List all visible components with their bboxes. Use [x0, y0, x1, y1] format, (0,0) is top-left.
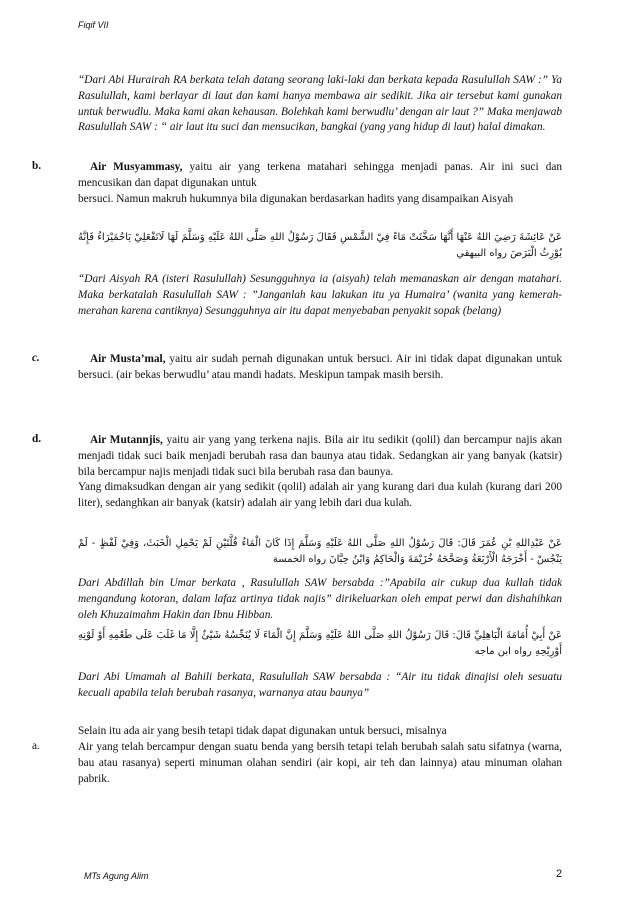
page-header: Fiqif VII — [78, 20, 109, 30]
term-mustamal: Air Musta’mal, — [90, 353, 166, 365]
term-mutanajjis: Air Mutannjis, — [90, 434, 163, 446]
musyammasy-text: yaitu air yang terkena matahari sehingga menjadi panas. Air ini suci dan mencusikan dan dapat digunakan untuk — [78, 161, 562, 189]
mutanajjis-text: yaitu air yang yang terkena najis. Bila air itu sedikit (qolil) dan bercampur najis akan menjadi tidak suci baik menjadi berubah rasa dan baunya atau tidak. Sedangkan air yang banyak (katsir) bila bercampur najis menjadi tidak suci bila berubah rasa dan baunya. — [78, 434, 562, 478]
item-marker-c: c. — [32, 352, 40, 364]
term-musyammasy: Air Musyammasy, — [90, 161, 183, 173]
section-mustamal — [78, 352, 562, 384]
quote-hurairah: “Dari Abi Hurairah RA berkata telah datang seorang laki-laki dan berkata kepada Rasulullah SAW :” Ya Rasulullah, kami berlayar di laut dan kami hanya membawa air sedikit. Jika air tersebut kami gunakan untuk berwudlu. Maka kami akan kehausan. Bolehkah kami berwudlu’ dengan air laut ?” Maka menjawab Rasulullah SAW : “ air laut itu suci dan mensucikan, bangkai (yang yang hidup di laut) halal dimakan. — [78, 74, 562, 134]
item-marker-b: b. — [32, 160, 42, 172]
closing-intro: Selain itu ada air yang besih tetapi tidak dapat digunakan untuk bersuci, misalnya — [78, 725, 447, 737]
mutanajjis-text-2: Yang dimaksudkan dengan air yang sedikit (qolil) adalah air yang kurang dari dua kulah (kurang dari 200 liter), sedanghkan air banyak (katsir) adalah air yang lebih dari dua kulah. — [78, 481, 562, 510]
item-marker-d: d. — [32, 433, 42, 445]
translation-aisyah: “Dari Aisyah RA (isteri Rasulullah) Sesungguhnya ia (aisyah) telah memanaskan air dengan matahari. Maka berkatalah Rasulullah SAW : ”Janganlah kau lakukan itu ya Humaira’ (wanita yang kemerah-merahan karena cantiknya) Sesungguhnya air itu dapat menyebaban penyakit sopak (belang) — [78, 273, 562, 317]
footer-school-name: MTs Agung Alim — [84, 871, 149, 881]
translation-abu-umamah: Dari Abi Umamah al Bahili berkata, Rasulullah SAW bersabda : “Air itu tidak dinajisi oleh sesuatu kecuali apabila telah berubah rasanya, warnanya atau baunya” — [78, 671, 562, 699]
section-mutanajjis — [78, 433, 562, 512]
musyammasy-text-2: bersuci. Namun makruh hukumnya bila digunakan berdasarkan hadits yang disampaikan Aisyah — [78, 192, 514, 205]
arabic-hadith-aisyah: عَنْ عَائِشَةَ رَضِيَ اللهُ عَنْهَا أَنَّهَا سَخَّنَتْ مَاءً فِيْ الشَّمْسِ فَقَالَ رَسُوْلُ اللهِ صَلَّى اللهُ عَلَيْهِ وَسَلَّمَ لَهَا لَاتَفْعَلِيْ يَاحُمَيْرَاءُ فَإِنَّهُ يُوْرِثُ الْبَرَصَ رواه البيهقي — [78, 232, 562, 259]
mustamal-text: yaitu air sudah pernah digunakan untuk bersuci. Air ini tidak dapat digunakan untuk bersuci. (air bekas berwudlu’ atau mandi hadats. Meskipun tampak masih bersih. — [78, 353, 563, 381]
closing-item-a: Air yang telah bercampur dengan suatu benda yang bersih tetapi telah berubah salah satu sifatnya (warna, bau atau rasanya) seperti minuman olahan sendiri (air kopi, air teh dan lainnya) atau minuman olahan pabrik. — [78, 741, 562, 785]
arabic-hadith-abu-umamah: عَنْ أَبِيْ أُمَامَةَ الْبَاهِلِيِّ قَالَ: قَالَ رَسُوْلُ اللهِ صَلَّى اللهُ عَلَيْهِ وَسَلَّمَ إِنَّ الْمَاءَ لَا يُنَجِّسُهُ شَيْئٌ إِلَّا مَا غَلَبَ عَلَى طَعْمِهِ أَوْ لَوْنِهِ أَوْرِيْحِهِ رواه ابن ماجه — [78, 630, 562, 657]
page-number: 2 — [556, 868, 563, 880]
translation-ibnu-umar: Dari Abdillah bin Umar berkata , Rasulullah SAW bersabda :”Apabila air cukup dua kullah tidak mengandung kotoran, dalam lafaz artinya tidak najis” dirikeluarkan oleh empat perwi dan dishahihkan oleh Khuzaimahm Hakin dan Ibnu Hibban. — [78, 577, 562, 621]
arabic-hadith-ibnu-umar: عَنْ عَبْدِاللهِ بْنِ عُمَرَ قَالَ: قَالَ رَسُوْلُ اللهِ صَلَّى اللهُ عَلَيْهِ وَسَلَّمَ إِذَا كَانَ الْمَاءُ قُلَّتَيْنِ لَمْ يَحْمِلِ الْخَبَثَ، وَفِيْ لَفْظٍ - لَمْ يَنْجُسْ - أَخْرَجَهُ الْأَرْبَعَةُ وَصَحَّحَهُ خُزَيْمَةَ وَالْحَاكِمُ وَابْنُ حِبَّانَ رواه الخمسة — [78, 538, 562, 565]
section-musyammasy — [78, 160, 562, 207]
item-marker-a: a. — [32, 740, 40, 752]
